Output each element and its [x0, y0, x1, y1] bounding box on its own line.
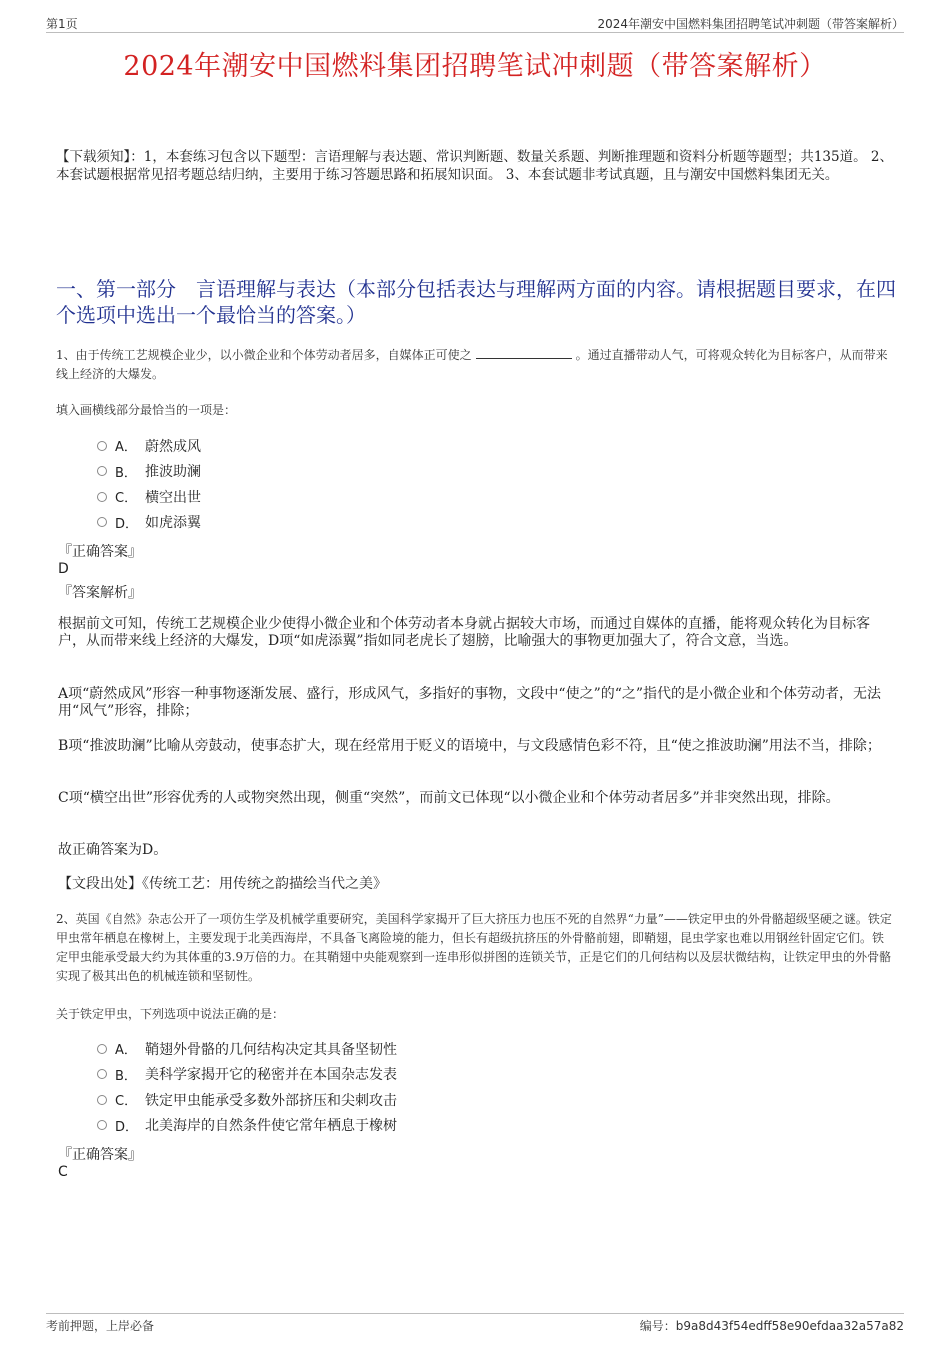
option-letter: D．: [115, 1119, 139, 1135]
option-c[interactable]: [97, 484, 201, 510]
section-title: 一、第一部分 言语理解与表达（本部分包括表达与理解两方面的内容。请根据题目要求，在四个选项中选出一个最恰当的答案。）: [56, 277, 896, 327]
option-d[interactable]: [97, 1113, 397, 1139]
analysis-paragraph: 根据前文可知，传统工艺规模企业少使得小微企业和个体劳动者本身就占据较大市场，而通过自媒体的直播，能将观众转化为目标客户，从而带来线上经济的大爆发，D项“如虎添翼”指如同老虎长了翅膀，比喻强大的事物更加强大了，符合文意，当选。: [58, 616, 870, 649]
radio-icon[interactable]: [97, 492, 107, 502]
blank-line: [476, 346, 572, 359]
option-letter: D．: [115, 516, 139, 532]
analysis-paragraph: A项“蔚然成风”形容一种事物逐渐发展、盛行，形成风气，多指好的事物，文段中“使之”的“之”指代的是小微企业和个体劳动者，无法用“风气”形容，排除；: [58, 686, 882, 719]
option-b[interactable]: [97, 459, 201, 485]
question-1-stem-before: 1、由于传统工艺规模企业少，以小微企业和个体劳动者居多，自媒体正可使之: [56, 348, 472, 362]
analysis-conclusion: 故正确答案为D。: [58, 842, 168, 858]
document-title: 2024年潮安中国燃料集团招聘笔试冲刺题（带答案解析）: [123, 51, 827, 82]
radio-icon[interactable]: [97, 1069, 107, 1079]
source-line: 【文段出处】《传统工艺：用传统之韵描绘当代之美》: [58, 876, 387, 892]
answer-value: C: [58, 1164, 68, 1180]
radio-icon[interactable]: [97, 466, 107, 476]
option-text: 如虎添翼: [145, 515, 201, 532]
option-c[interactable]: [97, 1087, 397, 1113]
option-text: 鞘翅外骨骼的几何结构决定其具备坚韧性: [145, 1041, 397, 1058]
header-doc-title: 2024年潮安中国燃料集团招聘笔试冲刺题（带答案解析）: [597, 17, 904, 31]
footer-slogan: 考前押题，上岸必备: [46, 1319, 155, 1333]
radio-icon[interactable]: [97, 517, 107, 527]
analysis-paragraph: C项“横空出世”形容优秀的人或物突然出现，侧重“突然”，而前文已体现“以小微企业和个体劳动者居多”并非突然出现，排除。: [58, 790, 840, 806]
question-2-stem: 2、英国《自然》杂志公开了一项仿生学及机械学重要研究，美国科学家揭开了巨大挤压力也压不死的自然界“力量”——铁定甲虫的外骨骼超级坚硬之谜。铁定甲虫常年栖息在橡树上，主要发现于北美西海岸，不具备飞离险境的能力，但长有超级抗挤压的外骨骼前翅，即鞘翅，昆虫学家也难以用钢丝针固定它们。铁定甲虫能承受最大约为其体重的3.9万倍的力。在其鞘翅中央能观察到一连串形似拼图的连锁关节，正是它们的几何结构以及层状微结构，让铁定甲虫的外骨骼实现了极其出色的机械连锁和坚韧性。: [56, 912, 892, 983]
answer-value: D: [58, 561, 69, 577]
question-1-stem: [56, 346, 894, 384]
radio-icon[interactable]: [97, 441, 107, 451]
option-letter: C．: [115, 491, 138, 507]
page-header: [46, 12, 904, 33]
question-1-prompt: 填入画横线部分最恰当的一项是：: [56, 403, 237, 417]
option-d[interactable]: [97, 510, 201, 536]
footer-doc-id: 编号：b9a8d43f54edff58e90efdaa32a57a82: [639, 1319, 904, 1333]
page-number: 第1页: [46, 17, 78, 31]
option-text: 铁定甲虫能承受多数外部挤压和尖刺攻击: [145, 1092, 397, 1109]
download-notice: 【下载须知】：1，本套练习包含以下题型：言语理解与表达题、常识判断题、数量关系题、判断推理题和资料分析题等题型；共135道。 2、本套试题根据常见招考题总结归纳，主要用于练习答题思路和拓展知识面。 3、本套试题非考试真题，且与潮安中国燃料集团无关。: [56, 149, 893, 183]
option-letter: A．: [115, 1043, 137, 1059]
option-a[interactable]: [97, 1036, 397, 1062]
question-2-options: [97, 1036, 397, 1138]
radio-icon[interactable]: [97, 1095, 107, 1105]
option-text: 推波助澜: [145, 464, 201, 481]
option-text: 横空出世: [145, 489, 201, 506]
option-letter: A．: [115, 440, 137, 456]
radio-icon[interactable]: [97, 1044, 107, 1054]
option-letter: B．: [115, 1068, 137, 1084]
answer-label: 『正确答案』: [58, 544, 142, 560]
analysis-paragraph: B项“推波助澜”比喻从旁鼓动，使事态扩大，现在经常用于贬义的语境中，与文段感情色彩不符，且“使之推波助澜”用法不当，排除；: [58, 738, 881, 754]
option-letter: C．: [115, 1094, 138, 1110]
question-1-options: [97, 433, 201, 535]
analysis-label: 『答案解析』: [58, 585, 142, 601]
option-text: 蔚然成风: [145, 438, 201, 455]
option-text: 美科学家揭开它的秘密并在本国杂志发表: [145, 1067, 397, 1084]
radio-icon[interactable]: [97, 1120, 107, 1130]
question-1-stem-after: 。通过直播带动人气，可将观众转化为目标客户，从而带来线上经济的大爆发。: [56, 348, 888, 381]
answer-label: 『正确答案』: [58, 1147, 142, 1163]
option-text: 北美海岸的自然条件使它常年栖息于橡树: [145, 1118, 397, 1135]
option-letter: B．: [115, 465, 137, 481]
question-2-prompt: 关于铁定甲虫，下列选项中说法正确的是：: [56, 1007, 285, 1021]
option-b[interactable]: [97, 1062, 397, 1088]
page-footer: [46, 1313, 904, 1334]
option-a[interactable]: [97, 433, 201, 459]
